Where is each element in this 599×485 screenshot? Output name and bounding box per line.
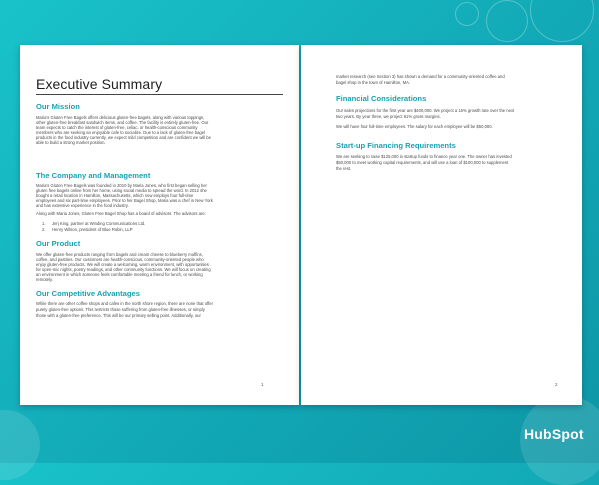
company-line: bought a retail location in Hamilton, Massachusetts, which now employs four full-time: [36, 193, 194, 198]
mission-line: team expects to catch the interest of gluten-free, celiac, or health-conscious community: [36, 125, 198, 130]
title-rule: [36, 94, 283, 95]
startup-line: the rest.: [336, 166, 352, 171]
startup-line: $50,000 to meet working capital requirements, and will use a loan of $100,000 to supplement: [336, 160, 509, 165]
employees-line: We will have four full-time employees. The salary for each employee will be $50,000.: [336, 124, 493, 129]
page-number: 1: [261, 382, 264, 387]
company-line: and has extensive experience in the food industry.: [36, 203, 129, 208]
section-heading-startup: Start-up Financing Requirements: [336, 141, 456, 150]
product-line: coffee, and pastries. Our customers are health-conscious, community-oriented people who: [36, 257, 204, 262]
hubspot-logo: HubSpot: [524, 426, 584, 442]
advisor-number: 1.: [42, 221, 46, 226]
background-dot: [0, 410, 40, 480]
section-heading-financial: Financial Considerations: [336, 94, 427, 103]
continuation-line: bagel shop in the town of Hamilton, MA.: [336, 80, 411, 85]
mission-line: able to build a strong market position.: [36, 140, 106, 145]
product-line: for open-mic nights, poetry readings, and other community functions. We will focus on creating: [36, 267, 211, 272]
startup-line: We are seeking to raise $125,000 in startup funds to finance year one. The owner has invested: [336, 154, 512, 159]
advantages-line: those with a gluten-free preference. This will be our primary selling point. Additionally, our: [36, 313, 201, 318]
document-page-2: [301, 45, 582, 405]
background-circle: [455, 2, 479, 26]
mission-line: products in the food industry currently, we expect mild competition and are confident we will be: [36, 135, 211, 140]
product-line: remotely.: [36, 277, 53, 282]
continuation-line: market research (see Section 3) has shown a demand for a community-oriented coffee and: [336, 74, 505, 79]
advisor-number: 2.: [42, 227, 46, 232]
financial-line: Our sales projections for the first year are $400,000. We project a 15% growth rate over the next: [336, 108, 515, 113]
advantages-line: While there are other coffee shops and cafes in the north shore region, there are none that offer: [36, 301, 213, 306]
advantages-line: purely gluten-free options. This restricts those suffering from gluten-free illnesses, or simply: [36, 307, 205, 312]
section-heading-company: The Company and Management: [36, 171, 151, 180]
company-line: Maria's Gluten Free Bagels was founded in 2010 by Maria Jones, who first began selling her: [36, 183, 207, 188]
section-heading-mission: Our Mission: [36, 102, 80, 111]
financial-line: two years. By year three, we project 61% gross margins.: [336, 114, 441, 119]
background-circle: [486, 0, 528, 42]
advisors-intro: Along with Maria Jones, Gluten Free Bagel Shop has a board of advisors. The advisors are:: [36, 211, 206, 216]
product-line: enjoy gluten-free products. We will create a welcoming, warm environment, with opportunities: [36, 262, 209, 267]
advisor-item: Jerj King, partner at Winding Communications Ltd.: [52, 221, 146, 226]
advisor-item: Henry Wilson, president of Blue Robin, LLP: [52, 227, 133, 232]
document-page-1: [20, 45, 299, 405]
product-line: an environment in which someone feels comfortable meeting a friend for lunch, or working: [36, 272, 203, 277]
page-number: 2: [555, 382, 558, 387]
section-heading-product: Our Product: [36, 239, 81, 248]
background-circle: [530, 0, 594, 42]
mission-line: Maria's Gluten Free Bagels offers delicious gluten-free bagels, along with various toppings,: [36, 115, 205, 120]
company-line: gluten free bagels online from her home, using social media to spread the word. In 2012 she: [36, 188, 207, 193]
product-line: We offer gluten-free products ranging from bagels and cream cheese to blueberry muffins,: [36, 252, 203, 257]
company-line: employees and six part-time employees. Prior to her Bagel Shop, Maria was a chef in New York: [36, 198, 213, 203]
mission-line: other gluten-free breakfast sandwich items, and coffee. The facility is entirely gluten-free. Our: [36, 120, 209, 125]
mission-line: members who are seeking an enjoyable cafe to socialize. Due to a lack of gluten-free bagel: [36, 130, 205, 135]
section-heading-advantages: Our Competitive Advantages: [36, 289, 140, 298]
page-title: Executive Summary: [36, 76, 163, 92]
